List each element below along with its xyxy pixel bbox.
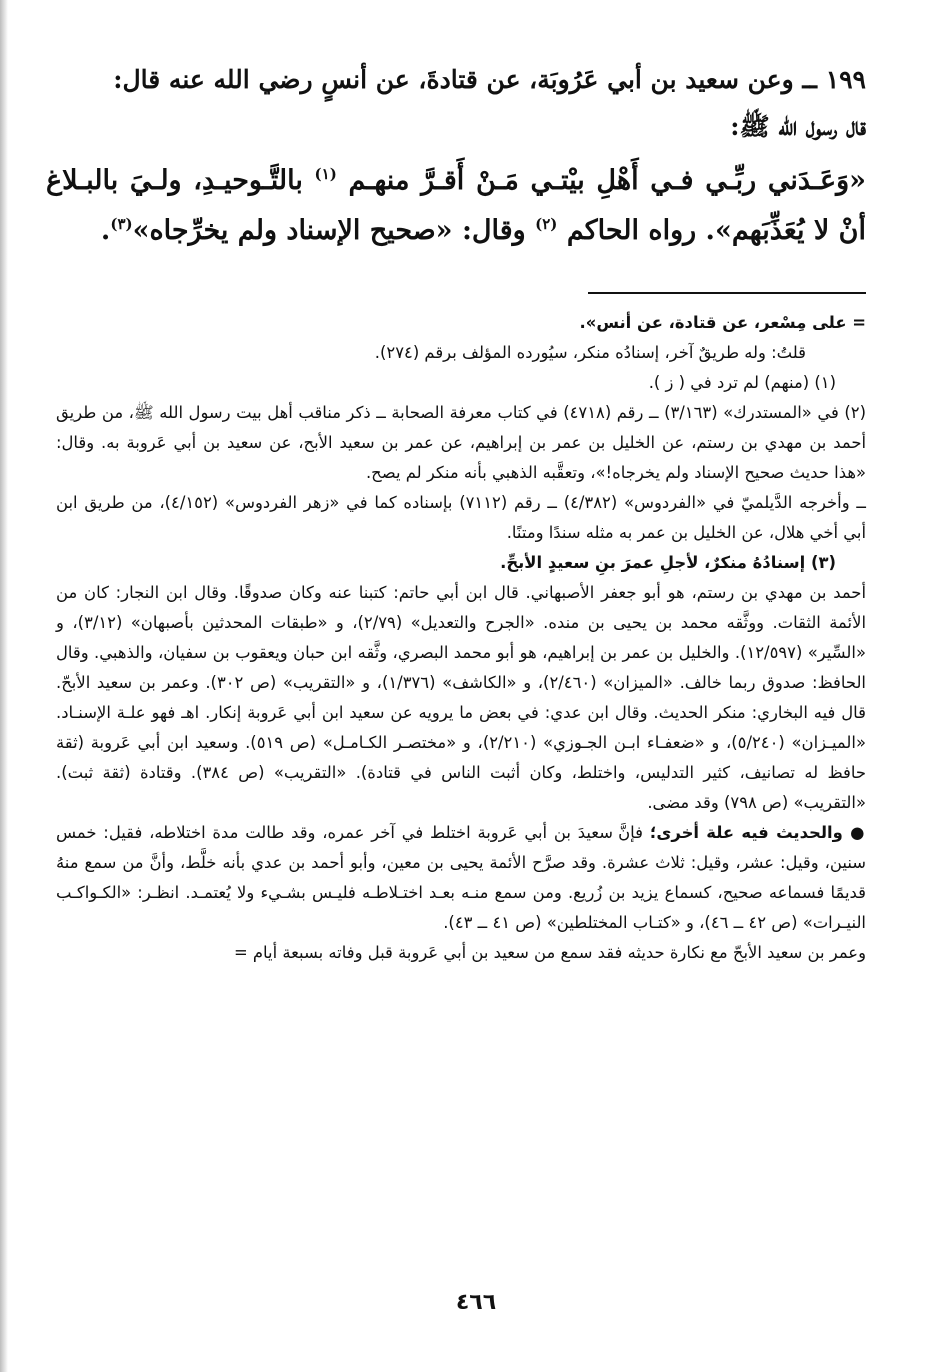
matn-part-3: وقال: «صحيح الإسناد ولم يخرِّجاه» — [132, 215, 526, 246]
footnote-illa — [56, 818, 866, 938]
matn-end: . — [100, 215, 111, 246]
footnote-3-body: أحمد بن مهدي بن رستم، هو أبو جعفر الأصبهاني. قال ابن أبي حاتم: كتبنا عنه وكان صدوقًا. وقال ابن النجار: كان من الأئمة الثقات. ووثَّقه محمد بن يحيى بن منده. «الجرح والتعديل» (٢/٧٩)، و «طبقات المحدثين بأصبهان» (٣/١٢)، و «السِّير» (١٢/٥٩٧). والخليل بن عمر بن إبراهيم، هو أبو محمد البصري، وثَّقه ابن حبان ويعقوب بن سفيان، والذهبي. وقال الحافظ: صدوق ربما خالف. «الميزان» (٢/٤٦٠)، و «الكاشف» (١/٣٧٦)، و «التقريب» (ص ٣٠٢). وعمر بن سعيد الأبحّ. قال فيه البخاري: منكر الحديث. وقال ابن عدي: في بعض ما يرويه عن سعيد ابن أبي عَروبة إنكار. اهـ فهو علـة الإسنـاد. «الميـزان» (٥/٢٤٠)، و «ضعفـاء ابـن الجـوزي» (٢/٢١٠)، و «مختصـر الكـامـل» (ص ٥١٩). وسعيد ابن أبي عَروبة (ثقة حافظ له تصانيف، كثير التدليس، واختلط، وكان أثبت الناس في قتادة). «التقريب» (ص ٣٨٤). وقتادة (ثقة ثبت). «التقريب» (ص ٧٩٨) وقد مضى. — [56, 583, 866, 812]
illa-label: ● والحديث فيه علة أخرى؛ — [649, 823, 866, 842]
illa-body: فإنَّ سعيدَ بن أبي عَروبة اختلط في آخر عمره، وقد طالت مدة اختلاطه، فقيل: خمس سنين، وقيل: عشر، وقيل: ثلاث عشرة. وقد صرَّح الأئمة يحيى بن معين، وأبو أحمد بن عدي بأنه خلَّط، وأنَّ من سمع منهُ قديمًا فسماعه صحيح، كسماع يزيد بن زُريع. ومن سمع منـه بعـد اختـلاطـه فليـس بشـيء ولا يُعتمـد. انظـر: «الكـواكـب النيـرات» (ص ٤٢ ــ ٤٦)، و «كتـاب المختلطين» (ص ٤١ ــ ٤٣). — [56, 823, 866, 932]
page-number: ٤٦٦ — [455, 1290, 497, 1315]
footnote-2-extra: ــ وأخرجه الدَّيلميّ في «الفردوس» (٤/٣٨٢) ــ رقم (٧١١٢) بإسناده كما في «زهر الفردوس» (٤/١٥٢)، من طريق ابن أبي أخي هلال، عن الخليل بن عمر به مثله سندًا ومتنًا. — [56, 493, 866, 542]
footnote-1: (١) (منهم) لم ترد في ( ز ). — [648, 373, 836, 392]
matn-part-1: «وَعَـدَني ربِّـي فـي أَهْلِ بيْتـي مَـنْ أَقـرَّ منهـم — [348, 165, 867, 196]
footnote-continuation: = على مِسْعر، عن قتادة، عن أنس». — [579, 313, 866, 332]
footnote-separator — [588, 292, 866, 294]
footnote-marker-2[interactable]: (٢) — [535, 215, 558, 233]
hadith-matn — [46, 156, 866, 256]
hadith-block — [46, 56, 866, 256]
footnote-last-line: وعمر بن سعيد الأبحّ مع نكارة حديثه فقد سمع من سعيد بن أبي عَروبة قبل وفاته بسبعة أيام = — [233, 943, 866, 962]
footnote-marker-3[interactable]: (٣) — [110, 215, 133, 233]
footnotes-block — [56, 308, 866, 968]
footnote-marker-1[interactable]: (١) — [314, 165, 337, 183]
matn-part-2: بالتَّـوحيـدِ، ولـيَ بالبـلاغ أنْ لا يُعَذِّبَهم». رواه الحاكم — [46, 165, 866, 246]
footnote-qultu: قلتُ: وله طريقٌ آخر، إسنادُه منكر، سيُورده المؤلف برقم (٢٧٤). — [374, 343, 806, 362]
hadith-intro-line-2: قال رسول الله ﷺ: — [730, 112, 866, 141]
footnote-2: (٢) في «المستدرك» (٣/١٦٣) ــ رقم (٤٧١٨) في كتاب معرفة الصحابة ــ ذكر مناقب أهل بيت رسول الله ﷺ، من طريق أحمد بن مهدي بن رستم، عن الخليل بن عمر بن إبراهيم، عن عمر بن سعيد الأبح، عن سعيد بن أبي عَروبة به. وقال: «هذا حديث صحيح الإسناد ولم يخرجاه!»، وتعقَّبه الذهبي بأنه منكر لم يصح. — [56, 403, 867, 482]
footnote-3-heading: (٣) إسنادُهُ منكرٌ، لأجلِ عمرَ بنِ سعيدٍ الأبحِّ. — [500, 553, 836, 572]
hadith-intro-line-1: ١٩٩ ــ وعن سعيد بن أبي عَرُوبَة، عن قتادةَ، عن أنسٍ رضي الله عنه قال: — [113, 65, 866, 94]
scan-shadow-edge — [0, 0, 8, 1372]
